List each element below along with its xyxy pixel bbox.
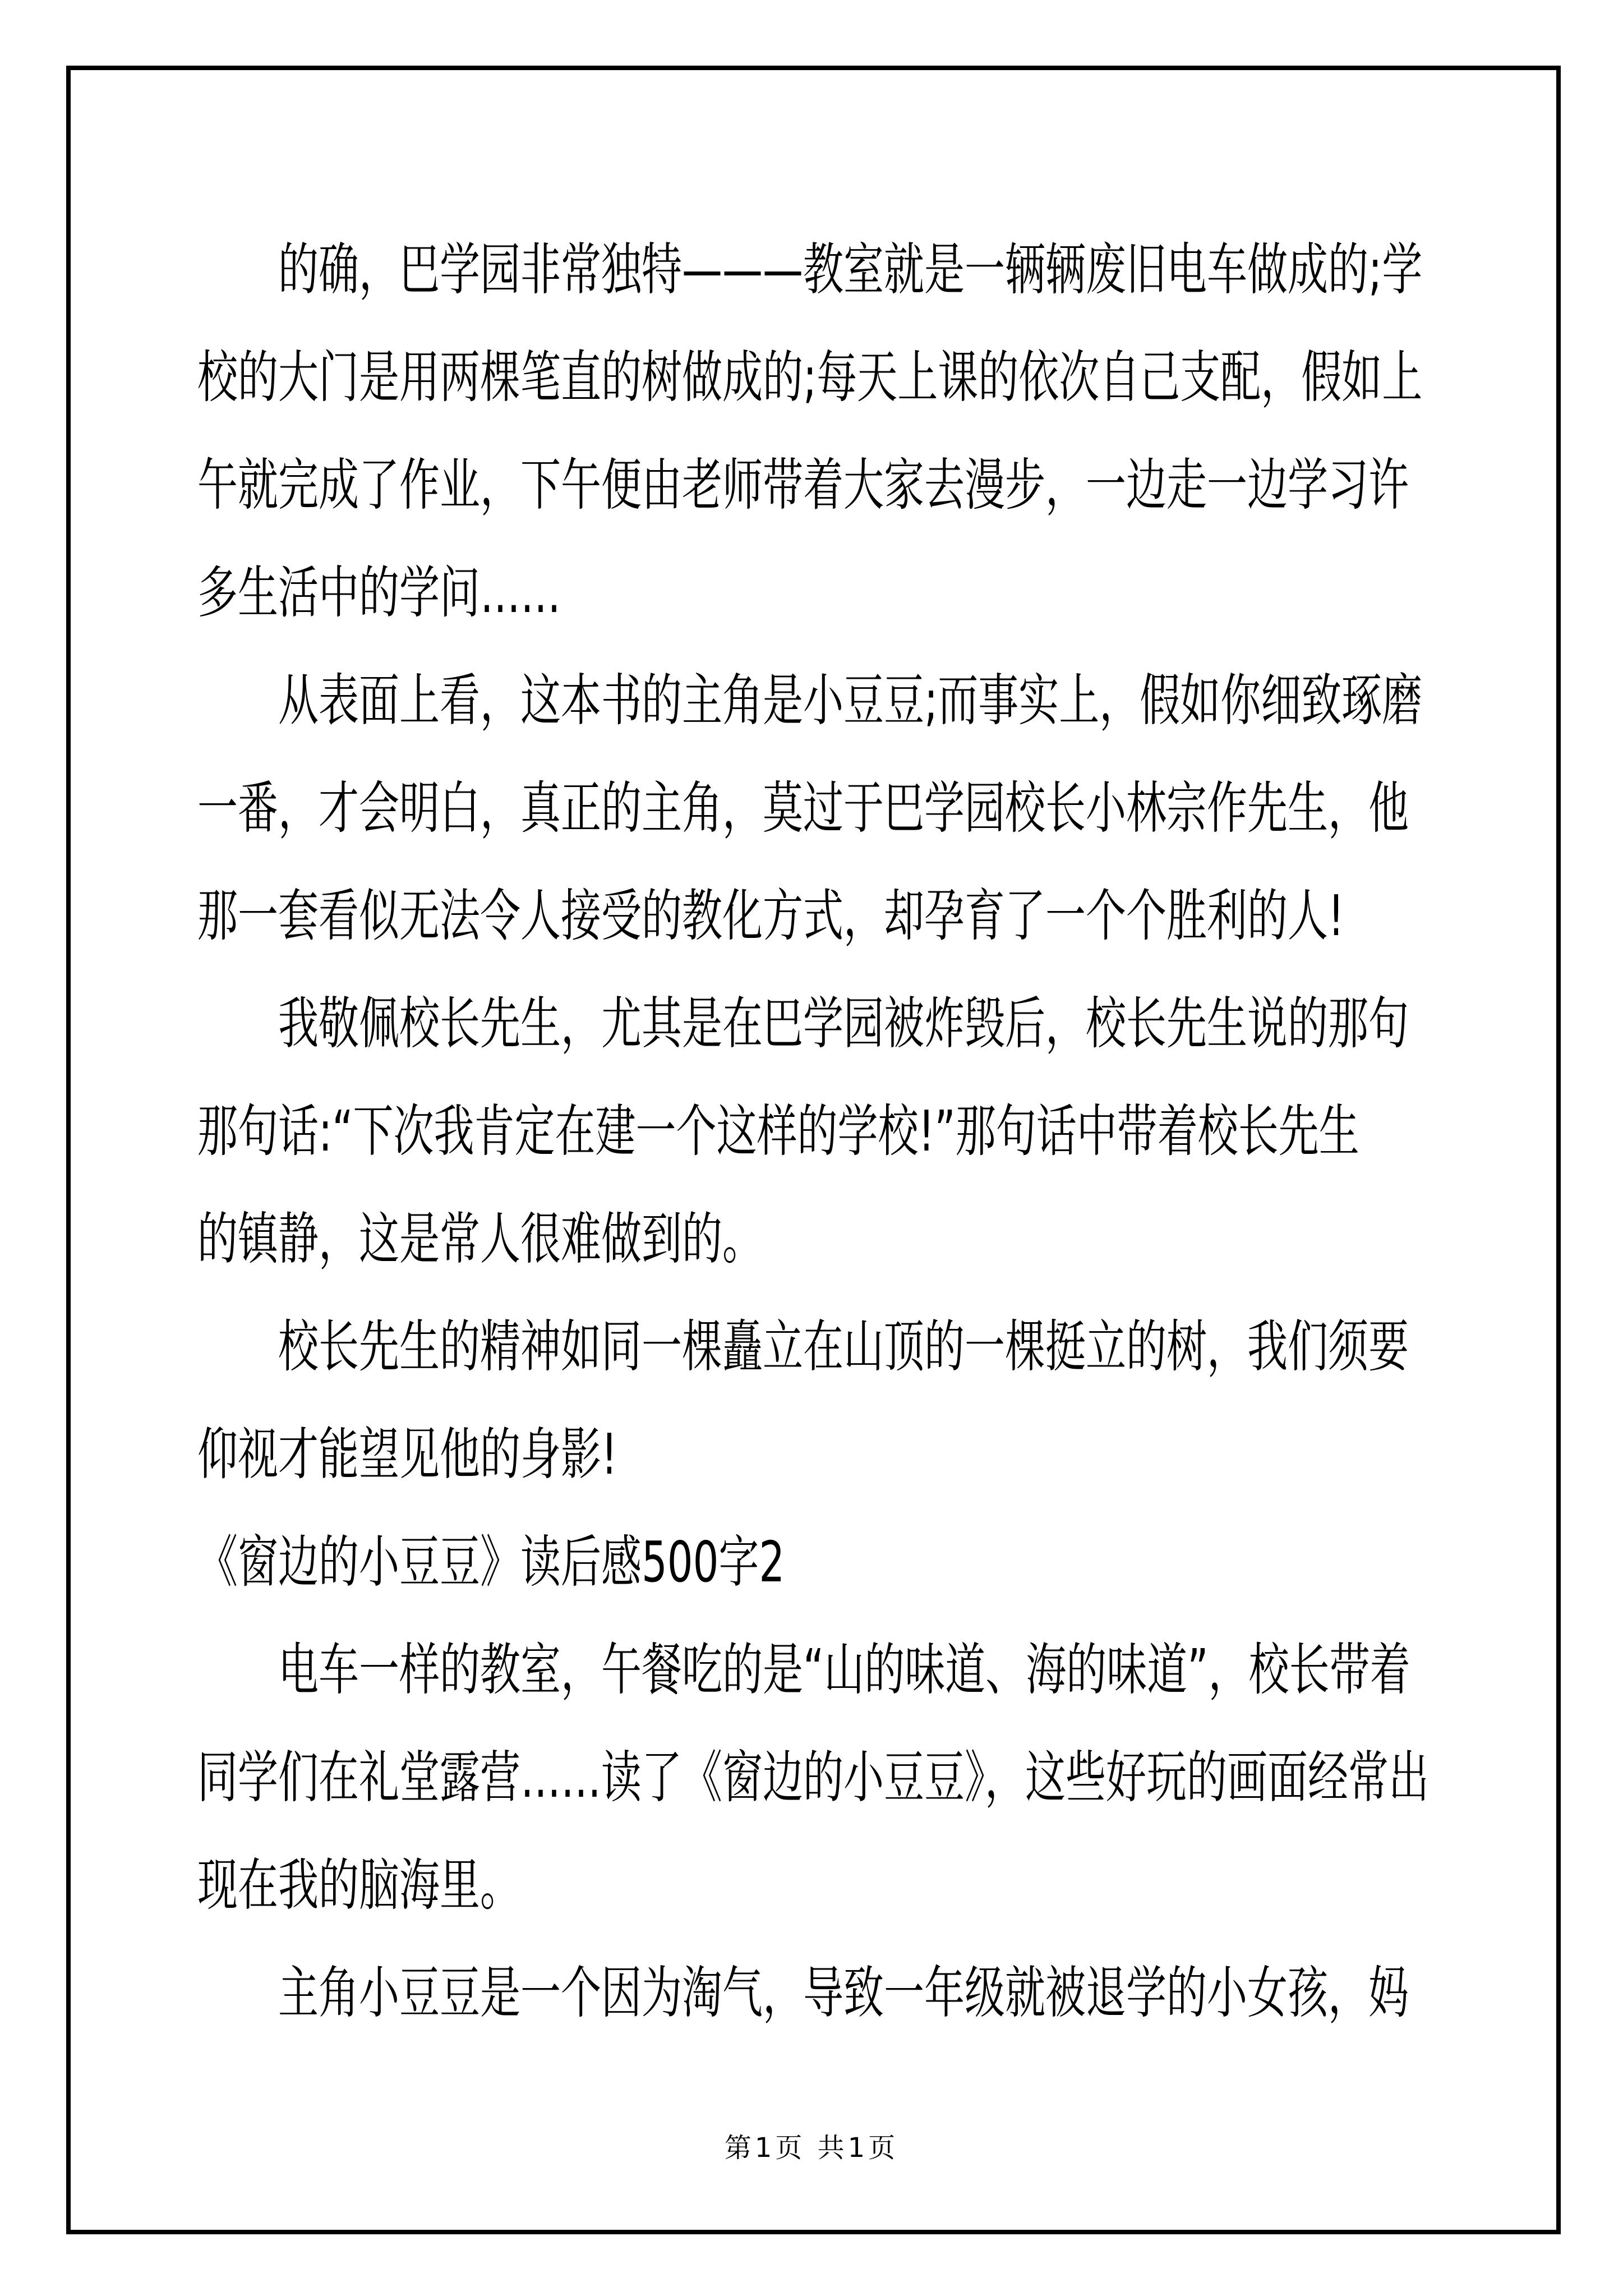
text-line-content: 电车一样的教室，午餐吃的是“山的味道、海的味道”，校长带着 bbox=[278, 1637, 1410, 1703]
document-body bbox=[197, 216, 1498, 2047]
text-line bbox=[197, 1078, 1498, 1185]
text-line bbox=[197, 1724, 1498, 1832]
text-line bbox=[197, 216, 1498, 324]
text-line-content: 午就完成了作业，下午便由老师带着大家去漫步，一边走一边学习许 bbox=[197, 452, 1409, 518]
section-heading bbox=[197, 1508, 1498, 1616]
text-line bbox=[197, 1832, 1498, 1939]
text-line-content: 仰视才能望见他的身影! bbox=[197, 1421, 617, 1487]
text-line-content: 那句话:“下次我肯定在建一个这样的学校!”那句话中带着校长先生 bbox=[197, 1098, 1359, 1164]
text-line bbox=[197, 862, 1498, 970]
section-heading-content: 《窗边的小豆豆》读后感500字2 bbox=[197, 1529, 785, 1595]
text-line-content: 现在我的脑海里。 bbox=[197, 1852, 520, 1918]
text-line-content: 校的大门是用两棵笔直的树做成的;每天上课的依次自己支配，假如上 bbox=[197, 344, 1423, 410]
text-line bbox=[197, 754, 1498, 862]
text-line-content: 同学们在礼堂露营……读了《窗边的小豆豆》，这些好玩的画面经常出 bbox=[197, 1745, 1429, 1810]
text-line bbox=[197, 1185, 1498, 1293]
text-line-content: 多生活中的学问…… bbox=[197, 560, 561, 625]
text-line-content: 我敬佩校长先生，尤其是在巴学园被炸毁后，校长先生说的那句 bbox=[278, 991, 1409, 1056]
text-line-content: 的确，巴学园非常独特———教室就是一辆辆废旧电车做成的;学 bbox=[278, 237, 1423, 302]
text-line bbox=[197, 1616, 1498, 1724]
text-line-content: 从表面上看，这本书的主角是小豆豆;而事实上，假如你细致琢磨 bbox=[278, 668, 1423, 733]
text-line bbox=[197, 324, 1498, 431]
text-line-content: 那一套看似无法令人接受的教化方式，却孕育了一个个胜利的人! bbox=[197, 883, 1344, 949]
text-line bbox=[197, 647, 1498, 754]
page-footer: 第1页 共1页 bbox=[724, 2132, 899, 2164]
text-line bbox=[197, 539, 1498, 647]
text-line bbox=[197, 1401, 1498, 1508]
text-line bbox=[197, 431, 1498, 539]
text-line-content: 校长先生的精神如同一棵矗立在山顶的一棵挺立的树，我们须要 bbox=[278, 1314, 1409, 1379]
text-line-content: 的镇静，这是常人很难做到的。 bbox=[197, 1206, 763, 1272]
text-line bbox=[197, 1293, 1498, 1401]
text-line bbox=[197, 970, 1498, 1078]
text-line-content: 一番，才会明白，真正的主角，莫过于巴学园校长小林宗作先生，他 bbox=[197, 775, 1409, 841]
text-line bbox=[197, 1939, 1498, 2047]
text-line-content: 主角小豆豆是一个因为淘气，导致一年级就被退学的小女孩，妈 bbox=[278, 1960, 1409, 2026]
